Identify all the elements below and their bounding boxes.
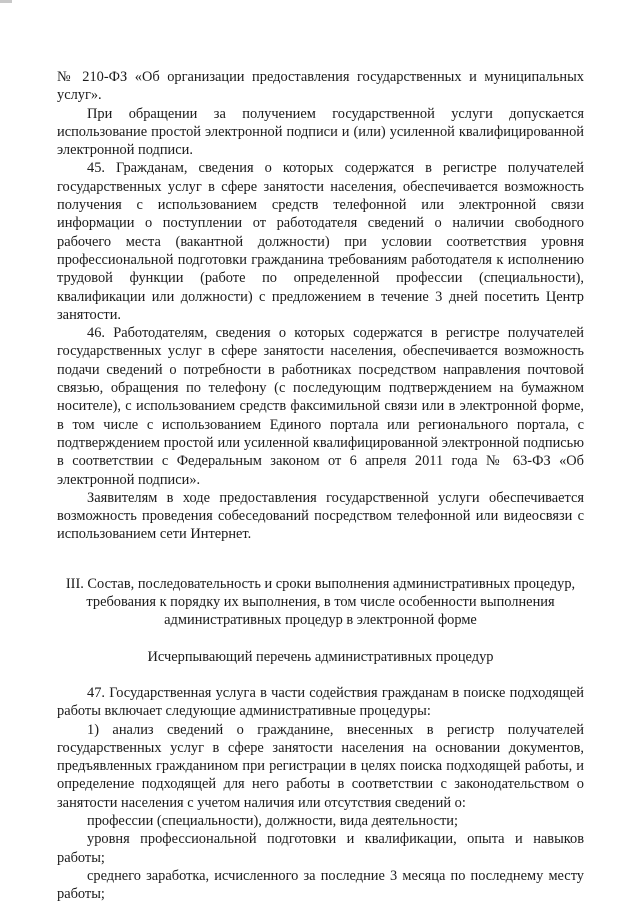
scan-corner-mark [0,0,12,3]
paragraph-law-reference: № 210-ФЗ «Об организации предоставления государственных и муниципальных услуг». [57,69,584,104]
document-page [57,68,584,903]
paragraph-45: 45. Гражданам, сведения о которых содержатся в регистре получателей государственных услуг в сфере занятости населения, обеспечивается возможность получения с использованием средств телефонной или электронной связи информации о поступлении от работодателя сведений о наличии свободного рабочего места (вакантной должности) при условии соответствия уровня профессиональной подготовки гражданина требованиям работодателя к исполнению трудовой функции (работе по определенной профессии (специальности), квалификации или должности) с предложением в течение 3 дней посетить Центр занятости. [57,160,584,323]
subheading-procedures-list: Исчерпывающий перечень административных процедур [147,648,494,665]
paragraph-47: 47. Государственная услуга в части содействия гражданам в поиске подходящей работы включает следующие административные процедуры: [57,684,584,720]
section-heading-iii: III. Состав, последовательность и сроки выполнения административных процедур, требования к порядку их выполнения, в том числе особенности выполнения административных процедур в электронной форме [65,575,576,629]
list-subitem-average-earnings: среднего заработка, исчисленного за последние 3 месяца по последнему месту работы; [57,867,584,903]
paragraph-46: 46. Работодателям, сведения о которых содержатся в регистре получателей государственных услуг в сфере занятости населения, обеспечивается возможность подачи сведений о потребности в работниках посредством направления почтовой связью, обращения по телефону (с последующим подтверждением на бумажном носителе), с использованием средств факсимильной связи или в электронной форме, в том числе с использованием Единого портала или регионального портала, с подтверждением простой или усиленной квалифицированной электронной подписью в соответствии с Федеральным законом от 6 апреля 2011 года № 63-ФЗ «Об электронной подписи». [57,325,584,488]
list-subitem-qualification: уровня профессиональной подготовки и квалификации, опыта и навыков работы; [57,831,584,866]
list-item-1-analysis: 1) анализ сведений о гражданине, внесенных в регистр получателей государственных услуг в сфере занятости населения на основании документов, предъявленных гражданином при регистрации в целях поиска подходящей работы, и определение подходящей для него работы в соответствии с законодательством о занятости населения с учетом наличия или отсутствия сведений о: [57,721,584,811]
paragraph-electronic-signature: При обращении за получением государственной услуги допускается использование простой электронной подписи и (или) усиленной квалифицированной электронной подписи. [57,105,584,159]
paragraph-applicants-interviews: Заявителям в ходе предоставления государственной услуги обеспечивается возможность проведения собеседований посредством телефонной или видеосвязи с использованием сети Интернет. [57,489,584,543]
list-subitem-profession: профессии (специальности), должности, вида деятельности; [87,812,458,829]
